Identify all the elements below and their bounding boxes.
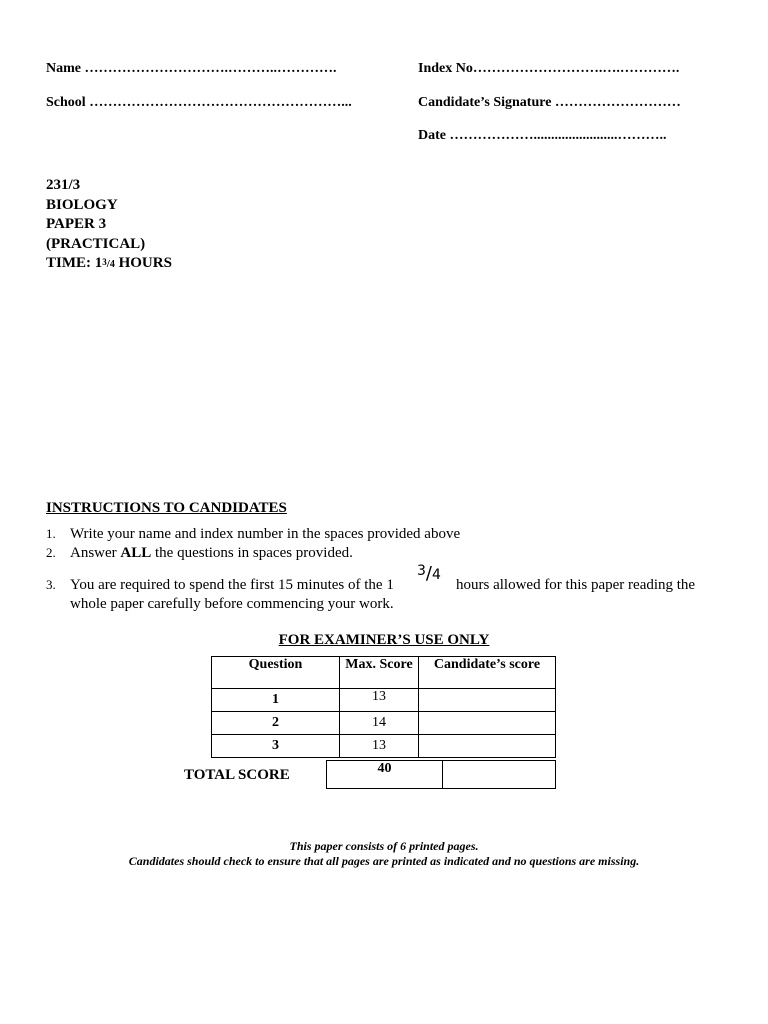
school-dots: ………………………………………………...	[89, 95, 352, 110]
total-score-label: TOTAL SCORE	[184, 767, 290, 783]
score-cell[interactable]	[419, 712, 556, 735]
instruction-item-line2: whole paper carefully before commencing your work.	[70, 596, 394, 612]
school-label: School	[46, 95, 86, 110]
footer-pages-note: This paper consists of 6 printed pages.	[289, 839, 479, 853]
paper-code: 231/3	[46, 177, 81, 193]
paper-type: (PRACTICAL)	[46, 235, 146, 252]
examiner-title: FOR EXAMINER’S USE ONLY	[278, 632, 490, 648]
score-table	[211, 656, 556, 758]
paper-info	[46, 176, 172, 275]
paper-subject: BIOLOGY	[46, 196, 118, 213]
table-row: 2 14	[212, 712, 556, 735]
date-field[interactable]	[418, 128, 667, 144]
instruction-item: 1. Write your name and index number in the spaces provided above	[46, 526, 461, 542]
score-cell[interactable]	[419, 689, 556, 712]
divider	[442, 761, 443, 788]
school-field[interactable]	[46, 95, 352, 111]
table-row: 3 13	[212, 735, 556, 758]
index-label: Index No	[418, 61, 473, 76]
signature-label: Candidate’s Signature	[418, 95, 552, 110]
footer-check-note: Candidates should check to ensure that all pages are printed as indicated and no questions are missing.	[128, 854, 640, 868]
index-dots: ……………………….….………….	[472, 61, 680, 76]
total-max-value: 40	[377, 761, 392, 776]
date-dots: ………………........................………..	[449, 128, 667, 143]
table-row: 1 13	[212, 689, 556, 712]
col-question: Question	[212, 657, 340, 689]
paper-number: PAPER 3	[46, 216, 107, 233]
instruction-item-cont: hours allowed for this paper reading the	[456, 577, 696, 593]
date-label: Date	[418, 128, 446, 143]
col-candidate-score: Candidate’s score	[419, 657, 556, 689]
instructions-title: INSTRUCTIONS TO CANDIDATES	[46, 500, 287, 516]
name-field[interactable]	[46, 61, 337, 77]
instruction-item: 2. Answer ALL the questions in spaces provided.	[46, 545, 353, 561]
paper-time: TIME: $1^3/4$ HOURS	[46, 255, 172, 272]
signature-field[interactable]	[418, 95, 681, 111]
signature-dots: ………………………	[554, 95, 681, 110]
name-dots: ………………………….………..………….	[84, 61, 337, 76]
col-max-score: Max. Score	[340, 657, 419, 689]
score-cell[interactable]	[419, 735, 556, 758]
name-label: Name	[46, 61, 81, 76]
index-number-field[interactable]	[418, 61, 679, 77]
instruction-item: 3. You are required to spend the first 15 minutes of the 1	[46, 577, 394, 593]
fraction-three-quarters: 3/4	[417, 563, 441, 584]
total-score-box	[326, 760, 556, 789]
